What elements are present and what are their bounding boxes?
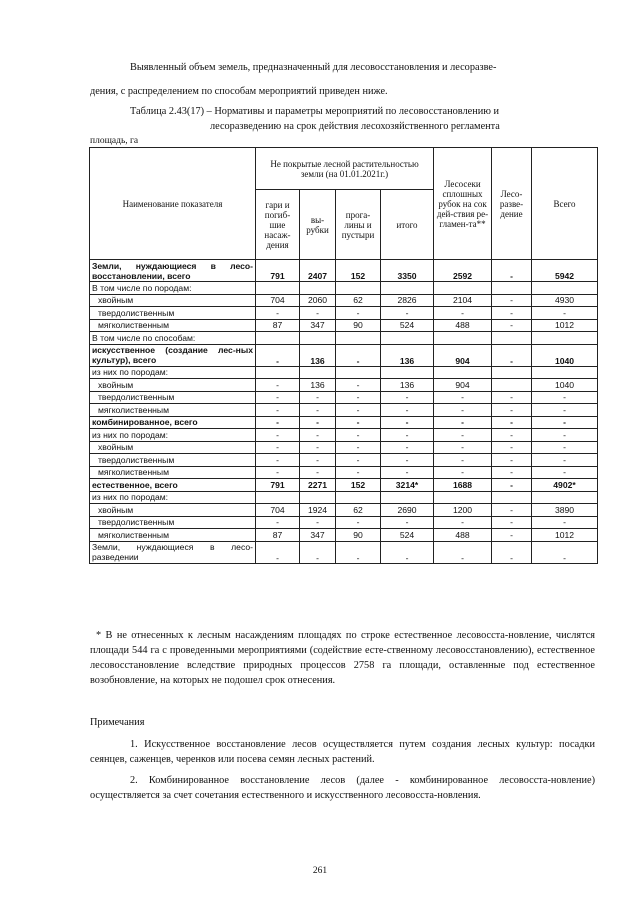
table-cell: - [434,516,492,529]
table-cell: 2407 [300,260,336,282]
table-cell [492,332,532,345]
header-progaliny: прога-лины и пустыри [336,190,381,260]
table-cell: - [256,404,300,417]
table-unit: площадь, га [90,136,139,146]
table-cell: - [300,466,336,479]
table-cell: - [492,391,532,404]
table-cell: 488 [434,319,492,332]
table-cell: 3890 [532,504,598,517]
row-label: хвойным [90,504,256,517]
footnote: * В не отнесенных к лесным насаждениям площадях по строке естественное лесовосста-новление, числятся площади 544 га с проведенными мероприятиями (содействие есте-ственному лесовосстановлению), естественное лесовосстановление вследствие природных процессов 2758 га площади, оставленные под естественное возобновление, на которых не подошел срок отнесения. [90,630,595,686]
table-cell [336,366,381,379]
table-row [90,479,598,492]
table-cell: - [381,454,434,467]
table-cell: 136 [381,379,434,392]
table-row [90,541,598,563]
table-cell: 904 [434,379,492,392]
row-label: мягколиственным [90,466,256,479]
table-cell: 2690 [381,504,434,517]
row-label: хвойным [90,441,256,454]
table-cell: - [300,441,336,454]
table-cell: 791 [256,479,300,492]
table-cell: - [434,391,492,404]
note-1: 1. Искусственное восстановление лесов осуществляется путем создания лесных культур: посадки сеянцев, саженцев, черенков или посева семян лесных растений. [90,739,595,765]
table-cell: - [532,307,598,320]
table-cell: - [532,466,598,479]
table-cell: - [381,516,434,529]
table-cell: - [532,516,598,529]
table-cell [256,282,300,295]
table-row [90,379,598,392]
note-2: 2. Комбинированное восстановление лесов (далее - комбинированное лесовосста-новление) осуществляется за счет сочетания естественного и искусственного лесовосста-новления. [90,775,595,801]
table-cell: - [336,391,381,404]
table-cell [434,366,492,379]
table-cell: 136 [300,379,336,392]
table-cell [532,282,598,295]
row-label: из них по породам: [90,429,256,442]
table-cell: - [300,516,336,529]
table-cell: - [492,319,532,332]
table-cell: 1688 [434,479,492,492]
table-cell: 152 [336,479,381,492]
table-cell: 3350 [381,260,434,282]
table-cell: 90 [336,319,381,332]
table-row [90,344,598,366]
table-cell: - [381,541,434,563]
header-name: Наименование показателя [90,148,256,260]
header-vyrubki: вы-рубки [300,190,336,260]
notes-title: Примечания [90,717,145,728]
table-cell [381,282,434,295]
table-cell [381,491,434,504]
table-cell [256,332,300,345]
table-cell: - [256,379,300,392]
table-cell: 524 [381,319,434,332]
table-caption-line-1: Таблица 2.43(17) – Нормативы и параметры мероприятий по лесовосстановлению и [130,106,500,117]
table-cell: - [492,344,532,366]
table-cell [492,366,532,379]
table-cell: - [381,416,434,429]
table-cell [300,282,336,295]
table-cell: - [256,429,300,442]
table-cell: 524 [381,529,434,542]
table-cell [434,491,492,504]
table-cell: - [336,404,381,417]
table-cell: 62 [336,294,381,307]
table-cell: 1200 [434,504,492,517]
table-row [90,454,598,467]
table-row [90,416,598,429]
table-cell: - [492,516,532,529]
table-cell: 4930 [532,294,598,307]
table-cell: - [300,454,336,467]
table-cell: - [256,454,300,467]
table-cell: - [492,479,532,492]
header-lesorazvedenie: Лесо-разве-дение [492,148,532,260]
table-cell: 2271 [300,479,336,492]
table-cell: 1040 [532,379,598,392]
table-cell: 2104 [434,294,492,307]
row-label: твердолиственным [90,454,256,467]
table-cell: 704 [256,504,300,517]
table-cell: - [381,429,434,442]
table-cell: - [532,416,598,429]
table-cell [256,366,300,379]
row-label: искусственное (создание лес-ных культур), всего [90,344,256,366]
table-cell: - [336,379,381,392]
header-gari: гари и погиб-шие насаж-дения [256,190,300,260]
table-cell: 791 [256,260,300,282]
table-cell: 1040 [532,344,598,366]
table-cell [492,379,532,392]
row-label: хвойным [90,379,256,392]
table-cell: 62 [336,504,381,517]
table-cell: 3214* [381,479,434,492]
table-cell: - [434,416,492,429]
table-cell: - [434,466,492,479]
table-cell [336,282,381,295]
table-row [90,294,598,307]
table-cell [300,366,336,379]
row-label: мягколиственным [90,529,256,542]
table-cell: - [336,441,381,454]
table-cell: - [256,307,300,320]
table-row [90,260,598,282]
table-row [90,366,598,379]
table-cell: - [492,504,532,517]
table-cell [492,282,532,295]
table-row [90,491,598,504]
table-cell: - [336,307,381,320]
table-cell: - [300,404,336,417]
table-cell [256,491,300,504]
table-cell: - [381,307,434,320]
table-cell: - [492,529,532,542]
table-cell: - [492,429,532,442]
table-cell: - [336,454,381,467]
table-cell: - [532,441,598,454]
table-cell: - [381,391,434,404]
row-label: мягколиственным [90,404,256,417]
table-row [90,516,598,529]
table-cell: - [256,516,300,529]
header-itogo: итого [381,190,434,260]
table-cell [434,332,492,345]
table-cell: 5942 [532,260,598,282]
table-cell [381,332,434,345]
table-cell: 87 [256,529,300,542]
page-number: 261 [312,866,328,876]
table-cell: - [381,441,434,454]
table-cell: - [300,541,336,563]
table-cell: - [434,454,492,467]
table-cell [532,332,598,345]
table-cell: 136 [300,344,336,366]
table-cell [336,332,381,345]
table-cell: - [336,429,381,442]
table-cell: - [300,416,336,429]
table-cell: 136 [381,344,434,366]
table-cell: - [492,294,532,307]
table-row [90,307,598,320]
table-cell: - [492,466,532,479]
table-cell: 1012 [532,319,598,332]
table-cell: 1012 [532,529,598,542]
table-cell: 152 [336,260,381,282]
table-cell: - [256,391,300,404]
table-cell: - [300,307,336,320]
table-cell [434,282,492,295]
table-cell: 904 [434,344,492,366]
table-row [90,429,598,442]
row-label: твердолиственным [90,391,256,404]
table-cell [381,366,434,379]
table-cell: - [492,260,532,282]
table-cell: 2826 [381,294,434,307]
row-label: комбинированное, всего [90,416,256,429]
table-cell [532,366,598,379]
row-label: В том числе по способам: [90,332,256,345]
table-cell: - [256,441,300,454]
measures-table [89,147,598,564]
table-cell: - [532,541,598,563]
table-cell: 87 [256,319,300,332]
table-row [90,332,598,345]
header-vsego: Всего [532,148,598,260]
table-cell: - [532,391,598,404]
table-cell: - [336,541,381,563]
table-cell: - [434,307,492,320]
table-cell [492,491,532,504]
table-row [90,282,598,295]
table-cell: - [381,404,434,417]
row-label: твердолиственным [90,307,256,320]
table-cell: - [336,466,381,479]
table-cell: - [434,541,492,563]
table-cell: - [492,307,532,320]
table-cell: 1924 [300,504,336,517]
table-cell: - [256,541,300,563]
table-cell [300,491,336,504]
row-label: из них по породам: [90,366,256,379]
table-cell: - [300,429,336,442]
table-row [90,319,598,332]
row-label: В том числе по породам: [90,282,256,295]
table-cell: 90 [336,529,381,542]
intro-line-2: дения, с распределением по способам мероприятий приведен ниже. [90,86,388,97]
table-cell: 488 [434,529,492,542]
table-cell: - [492,441,532,454]
row-label: из них по породам: [90,491,256,504]
table-cell: - [336,344,381,366]
table-cell: - [336,416,381,429]
table-cell: - [532,454,598,467]
table-body [90,260,598,564]
table-cell: - [300,391,336,404]
table-cell [300,332,336,345]
header-uncovered: Не покрытые лесной растительностью земли (на 01.01.2021г.) [256,148,434,190]
table-cell: - [434,441,492,454]
table-cell: - [492,454,532,467]
table-cell: - [434,404,492,417]
table-cell [532,491,598,504]
table-cell: 347 [300,319,336,332]
row-label: хвойным [90,294,256,307]
table-cell: 2592 [434,260,492,282]
table-row [90,529,598,542]
intro-line-1: Выявленный объем земель, предназначенный для лесовосстановления и лесоразве- [130,62,497,73]
table-cell: - [256,416,300,429]
table-row [90,404,598,417]
table-cell: 704 [256,294,300,307]
header-lesoseki: Лесосеки сплошных рубок на сок дей-ствия ре-гламен-та** [434,148,492,260]
row-label: Земли, нуждающиеся в лесо-разведении [90,541,256,563]
table-cell: - [336,516,381,529]
table-cell: 347 [300,529,336,542]
table-row [90,504,598,517]
table-cell: - [532,404,598,417]
row-label: твердолиственным [90,516,256,529]
table-cell: 4902* [532,479,598,492]
table-cell [336,491,381,504]
table-cell: 2060 [300,294,336,307]
row-label: естественное, всего [90,479,256,492]
row-label: мягколиственным [90,319,256,332]
table-cell: - [492,416,532,429]
table-caption-line-2: лесоразведению на срок действия лесохозяйственного регламента [210,121,500,132]
table-cell: - [381,466,434,479]
table-cell: - [492,541,532,563]
table-cell: - [532,429,598,442]
table-row [90,466,598,479]
table-cell: - [492,404,532,417]
row-label: Земли, нуждающиеся в лесо-восстановлении, всего [90,260,256,282]
table-row [90,391,598,404]
table-cell: - [434,429,492,442]
table-cell: - [256,466,300,479]
table-cell: - [256,344,300,366]
table-row [90,441,598,454]
